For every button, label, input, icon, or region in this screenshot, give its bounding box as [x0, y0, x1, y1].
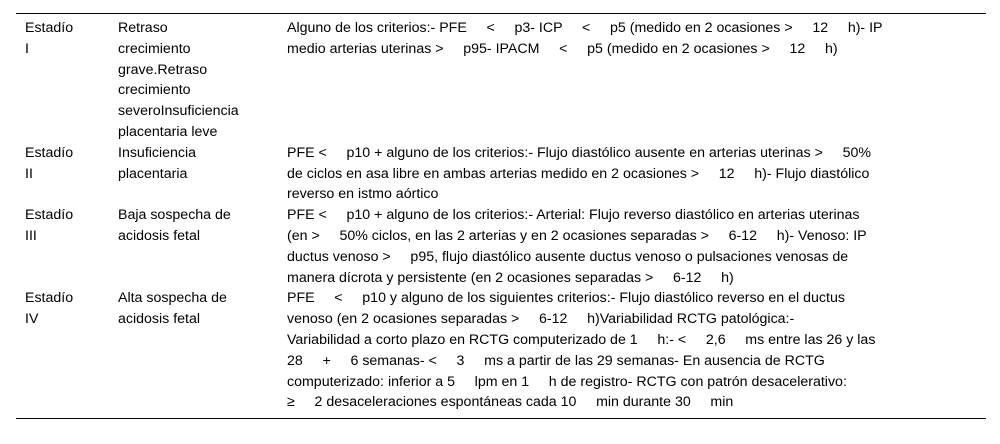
stage-label-cell: Baja sospecha de acidosis fetal: [118, 207, 231, 244]
stage-label-cell: Retraso crecimiento grave.Retraso crecimiento severoInsuficiencia placentaria leve: [118, 20, 239, 140]
criteria-cell: PFE < p10 y alguno de los siguientes criterios:- Flujo diastólico reverso en el ductus venoso (en 2 ocasiones separadas > 6-12 h)Variabilidad RCTG patológica:- Variabilidad a corto plazo en RCTG computerizado de 1 h:- < 2,6 ms entre las 26 y las 28 + 6 semanas- < 3 ms a partir de las 29 semanas- En ausencia de RCTG computerizado: inferior a 5 lpm en 1 h de registro- RCTG con patrón desacelerativo: ≥ 2 desaceleraciones espontáneas cada 10 min durante 30 min: [287, 290, 876, 411]
stage-cell: Estadío I: [25, 20, 74, 57]
stage-cell: Estadío II: [25, 144, 74, 182]
criteria-cell: Alguno de los criterios:- PFE < p3- ICP < p5 (medido en 2 ocasiones > 12 h)- IP medio arterias uterinas > p95- IPACM < p5 (medido en 2 ocasiones > 12 h): [287, 20, 883, 57]
criteria-cell: PFE < p10 + alguno de los criterios:- Flujo diastólico ausente en arterias uterinas > 50% de ciclos en asa libre en ambas arterias medido en 2 ocasiones > 12 h)- Flujo diastólico reverso en istmo aórtico: [287, 144, 871, 203]
stage-label-cell: Alta sospecha de acidosis fetal: [118, 290, 227, 328]
stage-cell: Estadío IV: [25, 290, 74, 328]
stage-cell: Estadío III: [25, 207, 74, 244]
table-row: [16, 14, 986, 143]
criteria-cell: PFE < p10 + alguno de los criterios:- Arterial: Flujo reverso diastólico en arterias uterinas (en > 50% ciclos, en las 2 arterias y en 2 ocasiones separadas > 6-12 h)- Venoso: IP ductus venoso > p95, flujo diastólico ausente ductus venoso o pulsaciones venosas de manera dícrota y persistente (en 2 ocasiones separadas > 6-12 h): [287, 207, 867, 286]
fetal-growth-restriction-stages-table: [16, 13, 986, 419]
table-row: [16, 205, 986, 288]
table-row: [16, 288, 986, 418]
table-row: [16, 143, 986, 205]
stage-label-cell: Insuficiencia placentaria: [118, 144, 197, 182]
